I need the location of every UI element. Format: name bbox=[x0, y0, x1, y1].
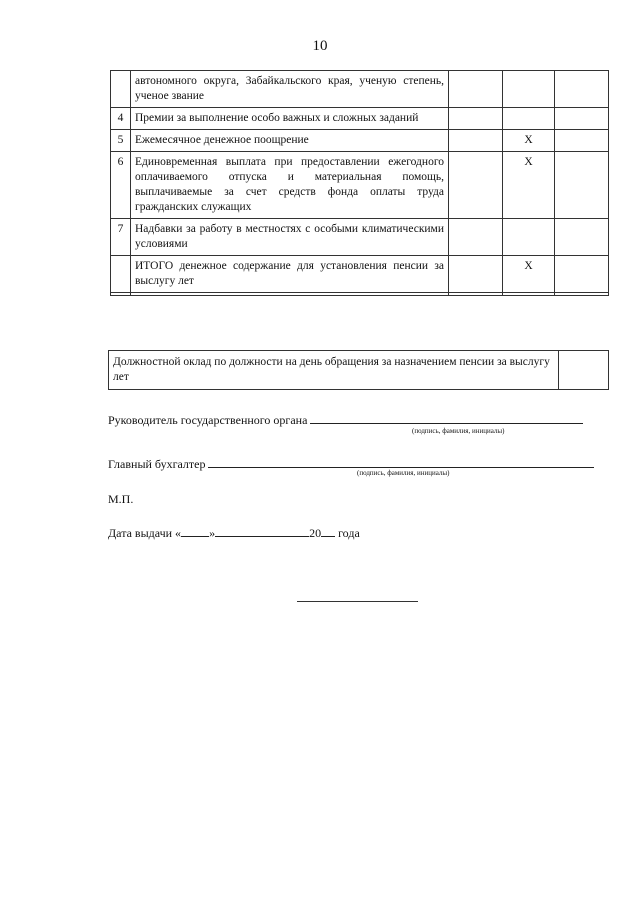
salary-table bbox=[108, 350, 609, 390]
table-row bbox=[111, 108, 609, 130]
row-cell bbox=[555, 256, 609, 293]
accountant-signature-line bbox=[108, 455, 594, 472]
table-row bbox=[111, 130, 609, 152]
row-mark bbox=[503, 219, 555, 256]
row-cell bbox=[449, 71, 503, 108]
accountant-caption: (подпись, фамилия, инициалы) bbox=[357, 469, 450, 477]
table-row bbox=[111, 152, 609, 219]
row-mark: Х bbox=[503, 256, 555, 293]
row-cell bbox=[555, 293, 609, 296]
row-cell bbox=[555, 219, 609, 256]
table-row bbox=[111, 219, 609, 256]
row-mark bbox=[503, 108, 555, 130]
row-description: Надбавки за работу в местностях с особыми климатическими условиями bbox=[131, 219, 449, 256]
head-signature-line bbox=[108, 411, 583, 428]
row-cell bbox=[449, 108, 503, 130]
date-mid: » bbox=[209, 526, 216, 540]
footer-divider bbox=[297, 601, 418, 602]
head-signature-field bbox=[310, 411, 583, 424]
date-year: 20 bbox=[309, 526, 322, 540]
row-description: Премии за выполнение особо важных и сложных заданий bbox=[131, 108, 449, 130]
payments-table bbox=[110, 70, 609, 296]
row-cell bbox=[111, 293, 131, 296]
row-cell bbox=[555, 130, 609, 152]
row-description: Ежемесячное денежное поощрение bbox=[131, 130, 449, 152]
row-number: 6 bbox=[111, 152, 131, 219]
row-description: автономного округа, Забайкальского края, ученую степень, ученое звание bbox=[131, 71, 449, 108]
date-prefix: Дата выдачи « bbox=[108, 526, 182, 540]
date-suffix: года bbox=[338, 526, 360, 540]
table-row bbox=[111, 256, 609, 293]
row-cell bbox=[449, 130, 503, 152]
salary-value-cell bbox=[559, 351, 609, 390]
row-cell bbox=[555, 152, 609, 219]
row-cell bbox=[131, 293, 449, 296]
date-day-field bbox=[181, 524, 209, 537]
row-cell bbox=[449, 219, 503, 256]
row-description: ИТОГО денежное содержание для установления пенсии за выслугу лет bbox=[131, 256, 449, 293]
issue-date-line bbox=[108, 524, 360, 541]
date-month-field bbox=[215, 524, 309, 537]
row-mark: Х bbox=[503, 152, 555, 219]
table-row bbox=[111, 293, 609, 296]
row-number: 4 bbox=[111, 108, 131, 130]
page-number: 10 bbox=[312, 38, 328, 54]
row-mark: Х bbox=[503, 130, 555, 152]
table-row bbox=[109, 351, 609, 390]
date-year-field bbox=[321, 524, 335, 537]
row-cell bbox=[449, 152, 503, 219]
row-number: 7 bbox=[111, 219, 131, 256]
salary-description: Должностной оклад по должности на день обращения за назначением пенсии за выслугу лет bbox=[109, 351, 559, 390]
row-number bbox=[111, 256, 131, 293]
row-description: Единовременная выплата при предоставлении ежегодного оплачиваемого отпуска и материальная помощь, выплачиваемые за счет средств фонда оплаты труда гражданских служащих bbox=[131, 152, 449, 219]
table-row bbox=[111, 71, 609, 108]
row-number: 5 bbox=[111, 130, 131, 152]
row-cell bbox=[449, 293, 503, 296]
row-cell bbox=[555, 108, 609, 130]
head-label: Руководитель государственного органа bbox=[108, 413, 308, 427]
row-cell bbox=[503, 293, 555, 296]
row-cell bbox=[555, 71, 609, 108]
stamp-place: М.П. bbox=[108, 492, 134, 506]
row-cell bbox=[449, 256, 503, 293]
row-number bbox=[111, 71, 131, 108]
head-caption: (подпись, фамилия, инициалы) bbox=[412, 427, 505, 435]
accountant-signature-field bbox=[208, 455, 594, 468]
row-mark bbox=[503, 71, 555, 108]
accountant-label: Главный бухгалтер bbox=[108, 457, 206, 471]
